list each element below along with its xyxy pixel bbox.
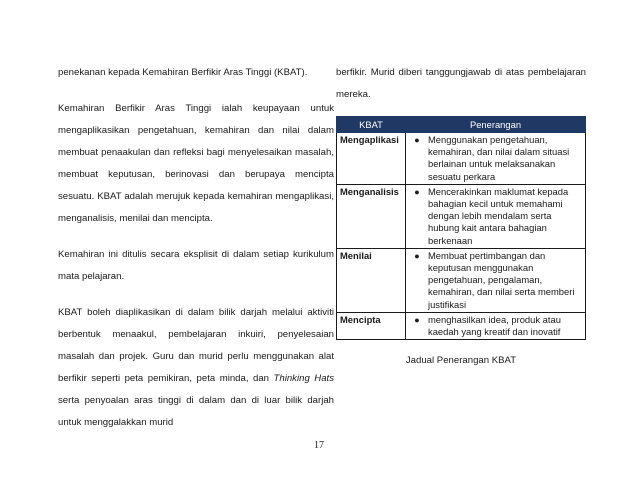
page-number: 17 — [314, 440, 324, 451]
row-term: Mencipta — [337, 312, 406, 339]
kbat-table — [336, 116, 586, 340]
bullet-icon: ● — [414, 186, 420, 197]
table-row — [337, 184, 586, 248]
bullet-icon: ● — [414, 250, 420, 261]
table-row — [337, 133, 586, 185]
table-header-row — [337, 117, 586, 133]
row-description-text: Menggunakan pengetahuan, kemahiran, dan nilai dalam situasi berlainan untuk melaksanakan sesuatu perkara — [428, 134, 570, 182]
row-description — [406, 248, 586, 312]
right-column — [336, 62, 586, 372]
row-description — [406, 184, 586, 248]
paragraph-continuation: berfikir. Murid diberi tanggungjawab di atas pembelajaran mereka. — [336, 67, 586, 100]
row-term: Menilai — [337, 248, 406, 312]
row-description — [406, 133, 586, 185]
paragraph-text: KBAT boleh diaplikasikan di dalam bilik darjah melalui aktiviti berbentuk menaakul, pembelajaran inkuiri, penyelesaian masalah dan projek. Guru dan murid perlu menggunakan alat berfikir seperti peta pemikiran, peta minda, dan — [58, 307, 334, 384]
table-row — [337, 248, 586, 312]
row-description-text: menghasilkan idea, produk atau kaedah yang kreatif dan inovatif — [428, 313, 561, 338]
bullet-icon: ● — [414, 314, 420, 325]
paragraph-intro: penekanan kepada Kemahiran Berfikir Aras Tinggi (KBAT). — [58, 67, 308, 78]
header-kbat: KBAT — [337, 117, 406, 133]
paragraph-explicit-curriculum: Kemahiran ini ditulis secara eksplisit di dalam setiap kurikulum mata pelajaran. — [58, 249, 334, 282]
bullet-icon: ● — [414, 135, 420, 145]
paragraph-kbat-application — [58, 302, 334, 434]
row-description-text: Mencerakinkan maklumat kepada bahagian kecil untuk memahami dengan lebih mendalam serta hubung kait antara bahagian berkenaan — [428, 185, 569, 246]
table-row — [337, 312, 586, 339]
row-term: Menganalisis — [337, 184, 406, 248]
paragraph-text-end: serta penyoalan aras tinggi di dalam dan di luar bilik darjah untuk menggalakkan murid — [58, 395, 334, 428]
thinking-hats-italic: Thinking Hats — [273, 373, 335, 384]
row-description — [406, 312, 586, 339]
row-term: Mengaplikasi — [337, 133, 406, 185]
paragraph-kbat-definition: Kemahiran Berfikir Aras Tinggi ialah keupayaan untuk mengaplikasikan pengetahuan, kemahiran dan nilai dalam membuat penaakulan dan refleksi bagi menyelesaikan masalah, membuat keputusan, berinovasi dan berupaya mencipta sesuatu. KBAT adalah merujuk kepada kemahiran mengaplikasi, menganalisis, menilai dan mencipta. — [58, 103, 334, 224]
row-description-text: Membuat pertimbangan dan keputusan menggunakan pengetahuan, pengalaman, kemahiran, dan nilai serta memberi justifikasi — [428, 249, 575, 310]
left-column — [58, 62, 334, 438]
header-penerangan: Penerangan — [406, 117, 586, 133]
table-caption: Jadual Penerangan KBAT — [405, 355, 517, 367]
